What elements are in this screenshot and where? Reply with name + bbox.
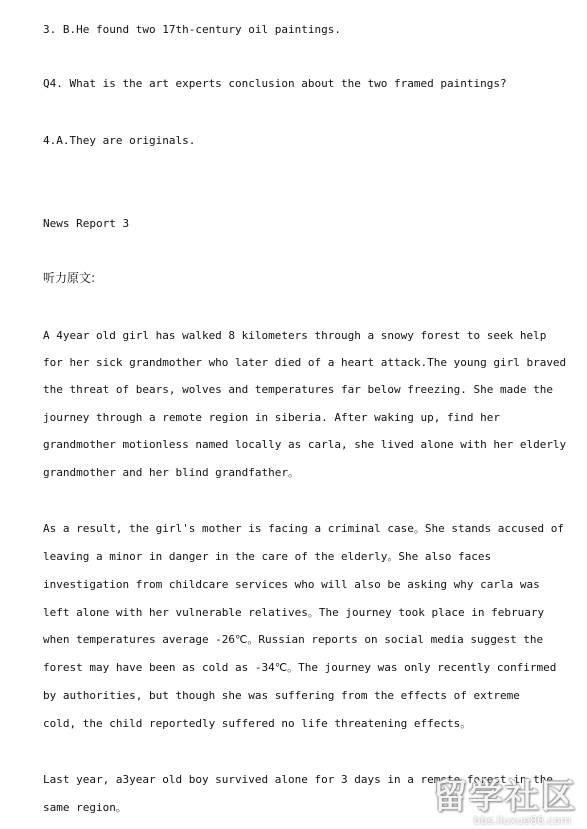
paragraph-line: the threat of bears, wolves and temperatures far below freezing. She made the — [43, 383, 553, 396]
paragraph-line: cold, the child reportedly suffered no life threatening effects。 — [43, 717, 472, 730]
question-4: Q4. What is the art experts conclusion about the two framed paintings? — [43, 77, 507, 90]
paragraph-line: grandmother motionless named locally as carla, she lived alone with her elderly — [43, 438, 567, 451]
paragraph-line: journey through a remote region in siberia. After waking up, find her — [43, 411, 500, 424]
paragraph-line: same region。 — [43, 801, 127, 814]
paragraph-line: Last year, a3year old boy survived alone for 3 days in a remote forest in the — [43, 773, 553, 786]
answer-3: 3. B.He found two 17th-century oil paintings. — [43, 23, 342, 36]
paragraph-line: As a result, the girl's mother is facing a criminal case。She stands accused of — [43, 522, 564, 535]
paragraph-line: leaving a minor in danger in the care of the elderly。She also faces — [43, 550, 492, 563]
paragraph-line: forest may have been as cold as -34℃。The journey was only recently confirmed — [43, 661, 557, 674]
watermark-url: bbs.liuxue86.com — [473, 814, 571, 827]
transcript-heading: 听力原文: — [43, 271, 96, 285]
watermark-logo — [407, 769, 577, 827]
paragraph-line: left alone with her vulnerable relatives。The journey took place in february — [43, 606, 545, 619]
section-title: News Report 3 — [43, 217, 130, 230]
paragraph-line: investigation from childcare services who will also be asking why carla was — [43, 578, 540, 591]
paragraph-line: A 4year old girl has walked 8 kilometers through a snowy forest to seek help — [43, 329, 547, 342]
paragraph-line: by authorities, but though she was suffering from the effects of extreme — [43, 689, 520, 702]
paragraph-line: when temperatures average -26℃。Russian reports on social media suggest the — [43, 633, 544, 646]
paragraph-line: grandmother and her blind grandfather。 — [43, 466, 300, 479]
watermark-logo-text: 留学社区 — [433, 777, 577, 817]
answer-4: 4.A.They are originals. — [43, 134, 196, 147]
paragraph-line: for her sick grandmother who later died of a heart attack.The young girl braved — [43, 356, 567, 369]
